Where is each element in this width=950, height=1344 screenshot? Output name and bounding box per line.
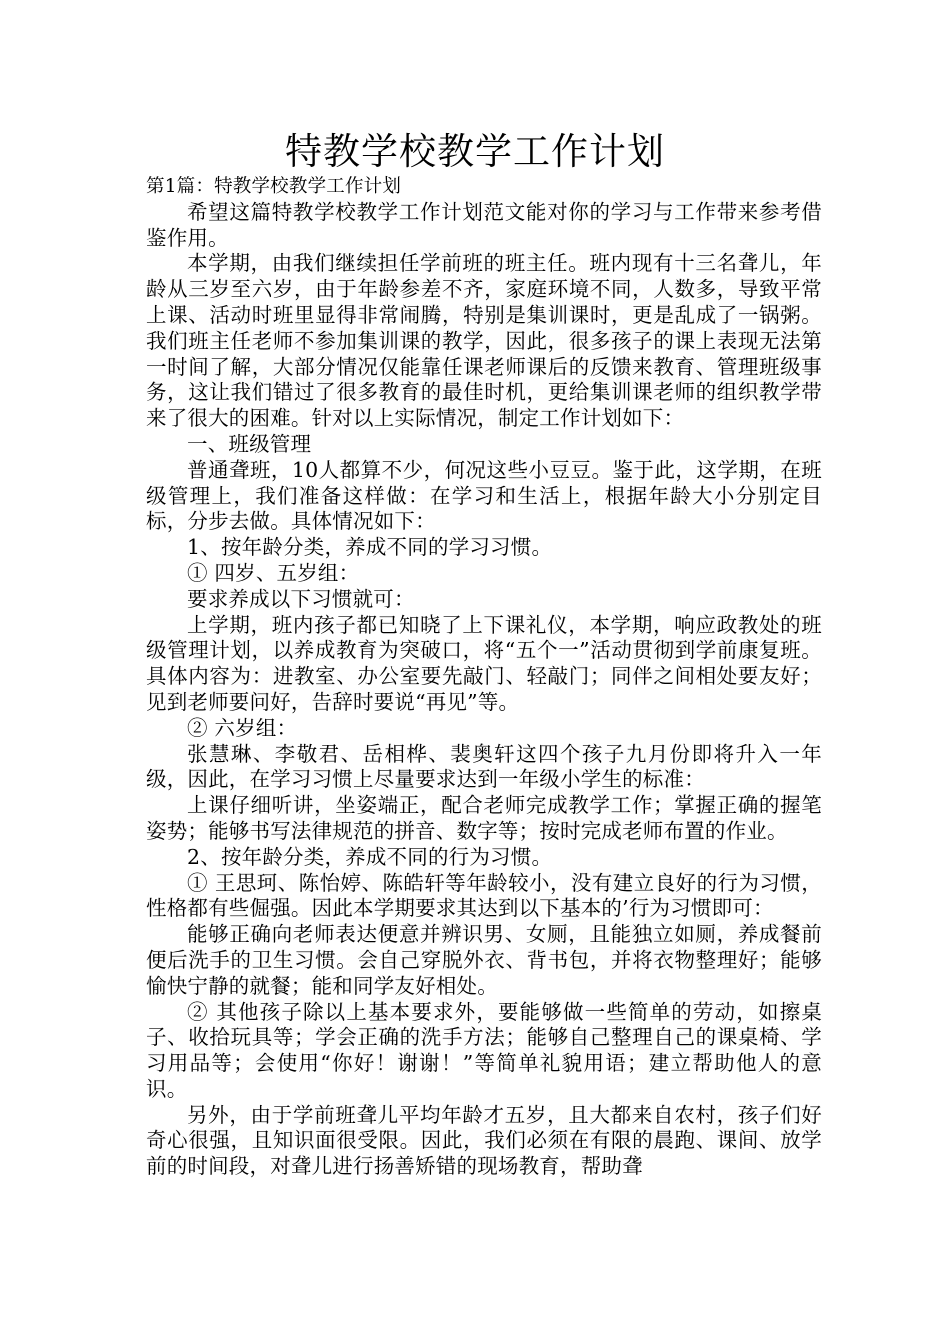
list-item: ② 其他孩子除以上基本要求外，要能够做一些简单的劳动，如擦桌子、收拾玩具等；学会正确的洗手方法；能够自己整理自己的课桌椅、学习用品等；会使用“你好！谢谢！”等简单礼貌用语；建立帮助他人的意识。 — [146, 999, 822, 1101]
list-item: ① 王思珂、陈怡婷、陈皓轩等年龄较小，没有建立良好的行为习惯，性格都有些倔强。因此本学期要求其达到以下基本的’行为习惯即可： — [146, 870, 822, 921]
paragraph: 本学期，由我们继续担任学前班的班主任。班内现有十三名聋儿，年龄从三岁至六岁，由于年龄参差不齐，家庭环境不同，人数多，导致平常上课、活动时班里显得非常闹腾，特别是集训课时，更是乱成了一锅粥。我们班主任老师不参加集训课的教学，因此，很多孩子的课上表现无法第一时间了解，大部分情况仅能靠任课老师课后的反馈来教育、管理班级事务，这让我们错过了很多教育的最佳时机，更给集训课老师的组织教学带来了很大的困难。针对以上实际情况，制定工作计划如下： — [146, 251, 822, 431]
list-item: ② 六岁组： — [187, 715, 298, 740]
document-subtitle: 第1篇：特教学校教学工作计划 — [146, 176, 402, 197]
document-title: 特教学校教学工作计划 — [285, 130, 665, 173]
paragraph: 普通聋班，10人都算不少，何况这些小豆豆。鉴于此，这学期，在班级管理上，我们准备这样做：在学习和生活上，根据年龄大小分别定目标，分步去做。具体情况如下： — [146, 457, 822, 534]
list-item: ① 四岁、五岁组： — [187, 560, 360, 585]
document-body — [146, 174, 822, 1180]
paragraph: 张慧琳、李敬君、岳相桦、裴奥轩这四个孩子九月份即将升入一年级，因此，在学习习惯上尽量要求达到一年级小学生的标准： — [146, 741, 822, 792]
paragraph: 要求养成以下习惯就可： — [187, 586, 415, 611]
list-heading: 1、按年龄分类，养成不同的学习习惯。 — [187, 535, 553, 560]
list-heading: 2、按年龄分类，养成不同的行为习惯。 — [187, 844, 553, 869]
paragraph: 希望这篇特教学校教学工作计划范文能对你的学习与工作带来参考借鉴作用。 — [146, 199, 822, 250]
paragraph: 上学期，班内孩子都已知晓了上下课礼仪，本学期，响应政教处的班级管理计划，以养成教育为突破口，将“五个一”活动贯彻到学前康复班。具体内容为：进教室、办公室要先敲门、轻敲门；同伴之间相处要友好；见到老师要问好，告辞时要说“再见”等。 — [146, 612, 822, 714]
paragraph: 另外，由于学前班聋儿平均年龄才五岁，且大都来自农村，孩子们好奇心很强，且知识面很受限。因此，我们必须在有限的晨跑、课间、放学前的时间段，对聋儿进行扬善矫错的现场教育，帮助聋 — [146, 1102, 822, 1179]
paragraph: 能够正确向老师表达便意并辨识男、女厕，且能独立如厕，养成餐前便后洗手的卫生习惯。会自己穿脱外衣、背书包，并将衣物整理好；能够愉快宁静的就餐；能和同学友好相处。 — [146, 922, 822, 998]
paragraph: 上课仔细听讲，坐姿端正，配合老师完成教学工作；掌握正确的握笔姿势；能够书写法律规范的拼音、数字等；按时完成老师布置的作业。 — [146, 793, 822, 843]
section-heading: 一、班级管理 — [187, 431, 312, 456]
